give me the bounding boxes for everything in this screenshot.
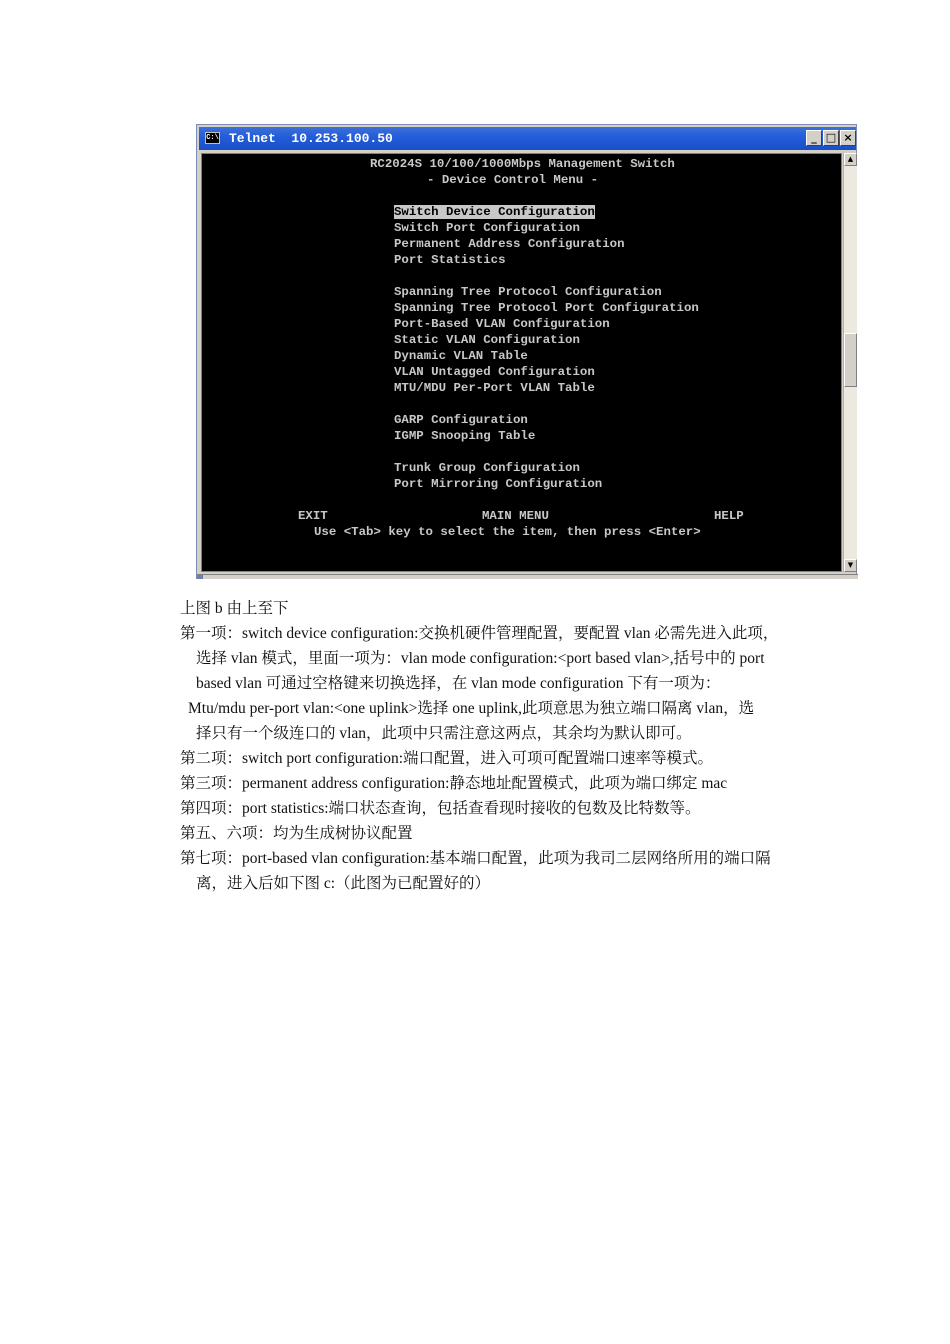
menu-item-garp-configuration[interactable]: GARP Configuration: [394, 413, 528, 427]
menu-item-switch-device-configuration[interactable]: Switch Device Configuration: [394, 205, 595, 219]
window-title: Telnet 10.253.100.50: [229, 131, 393, 146]
telnet-window: [196, 124, 857, 579]
item1-line3: based vlan 可通过空格键来切换选择，在 vlan mode configuration 下有一项为：: [196, 675, 721, 692]
window-titlebar[interactable]: [199, 127, 856, 150]
terminal-header-title: RC2024S 10/100/1000Mbps Management Switch: [370, 157, 675, 171]
menu-item-port-based-vlan-configuration[interactable]: Port-Based VLAN Configuration: [394, 317, 610, 331]
close-button[interactable]: ×: [840, 130, 856, 146]
footer-help[interactable]: HELP: [714, 509, 744, 523]
console-icon: C:\: [206, 134, 219, 142]
terminal-screen[interactable]: [201, 153, 842, 572]
item3: 第三项：permanent address configuration:静态地址配置模式，此项为端口绑定 mac: [180, 775, 728, 792]
scroll-up-icon[interactable]: ▲: [844, 153, 857, 166]
menu-item-mtu-mdu-per-port-vlan-table[interactable]: MTU/MDU Per-Port VLAN Table: [394, 381, 595, 395]
hscroll-left-marker: [197, 575, 203, 579]
scroll-down-icon[interactable]: ▼: [844, 559, 857, 572]
menu-item-vlan-untagged-configuration[interactable]: VLAN Untagged Configuration: [394, 365, 595, 379]
terminal-header-subtitle: - Device Control Menu -: [427, 173, 599, 187]
footer-hint: Use <Tab> key to select the item, then press <Enter>: [314, 525, 701, 539]
item7-line1: 第七项：port-based vlan configuration:基本端口配置，此项为我司二层网络所用的端口隔: [180, 850, 771, 867]
menu-item-trunk-group-configuration[interactable]: Trunk Group Configuration: [394, 461, 580, 475]
item1-line1: 第一项：switch device configuration:交换机硬件管理配置，要配置 vlan 必需先进入此项，: [180, 625, 779, 642]
menu-item-stp-port-configuration[interactable]: Spanning Tree Protocol Port Configuration: [394, 301, 699, 315]
figure-caption: 上图 b 由上至下: [180, 600, 289, 617]
menu-item-dynamic-vlan-table[interactable]: Dynamic VLAN Table: [394, 349, 528, 363]
item5-6: 第五、六项：均为生成树协议配置: [180, 825, 413, 842]
scroll-thumb[interactable]: [844, 333, 857, 387]
menu-item-permanent-address-configuration[interactable]: Permanent Address Configuration: [394, 237, 625, 251]
item1-line4: Mtu/mdu per-port vlan:<one uplink>选择 one uplink,此项意思为独立端口隔离 vlan，选: [188, 700, 755, 717]
menu-item-port-statistics[interactable]: Port Statistics: [394, 253, 506, 267]
item7-line2: 离，进入后如下图 c:（此图为已配置好的）: [196, 875, 491, 892]
menu-item-stp-configuration[interactable]: Spanning Tree Protocol Configuration: [394, 285, 662, 299]
item1-line2: 选择 vlan 模式，里面一项为：vlan mode configuration:<port based vlan>,括号中的 port: [196, 650, 765, 667]
footer-exit[interactable]: EXIT: [298, 509, 328, 523]
minimize-button[interactable]: _: [806, 130, 822, 146]
document-body: [180, 596, 820, 896]
item4: 第四项：port statistics:端口状态查询，包括查看现时接收的包数及比特数等。: [180, 800, 701, 817]
menu-item-port-mirroring-configuration[interactable]: Port Mirroring Configuration: [394, 477, 603, 491]
maximize-button[interactable]: □: [823, 130, 839, 146]
footer-main-menu[interactable]: MAIN MENU: [482, 509, 549, 523]
menu-item-igmp-snooping-table[interactable]: IGMP Snooping Table: [394, 429, 536, 443]
item1-line5: 择只有一个级连口的 vlan，此项中只需注意这两点，其余均为默认即可。: [196, 725, 692, 742]
horizontal-scrollbar[interactable]: [197, 574, 858, 579]
item2: 第二项：switch port configuration:端口配置，进入可项可配置端口速率等模式。: [180, 750, 713, 767]
vertical-scrollbar[interactable]: [843, 153, 857, 572]
menu-item-static-vlan-configuration[interactable]: Static VLAN Configuration: [394, 333, 580, 347]
menu-item-switch-port-configuration[interactable]: Switch Port Configuration: [394, 221, 580, 235]
